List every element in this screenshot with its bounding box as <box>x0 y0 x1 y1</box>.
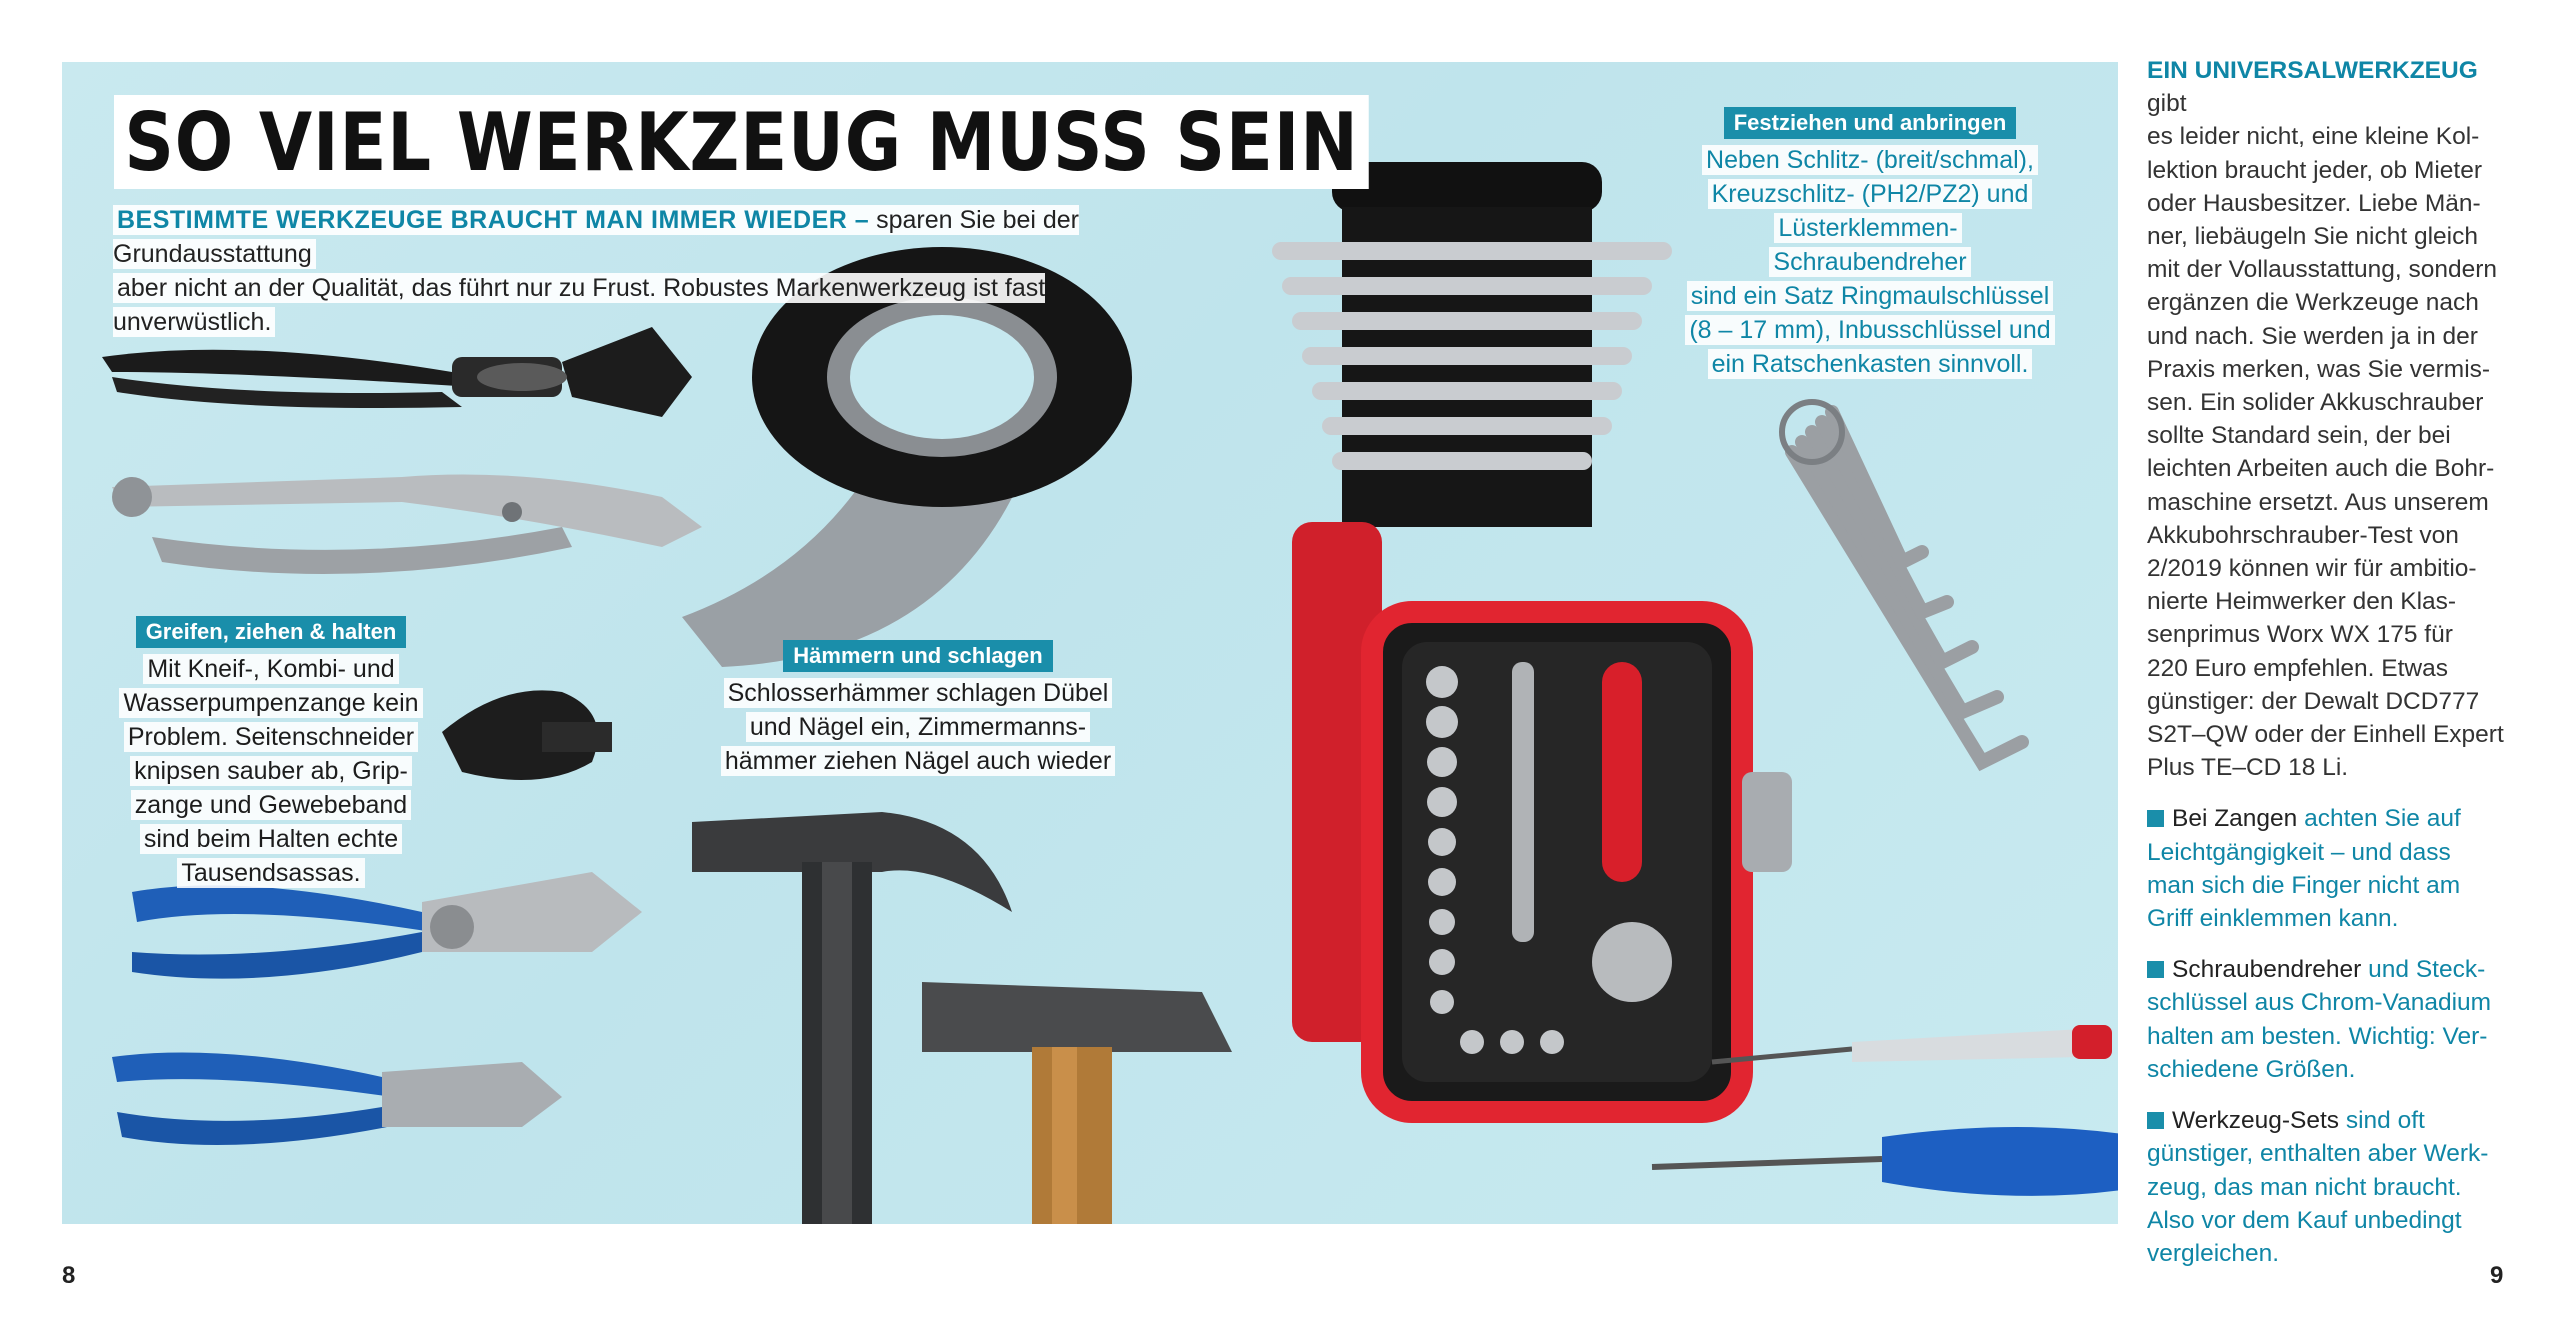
bullet-key: Schraubendreher <box>2172 956 2362 984</box>
club-hammer-illustration <box>912 962 1242 1224</box>
sidebar-line: oder Hausbesitzer. Liebe Män- <box>2147 189 2481 217</box>
box-festziehen-line: (8 – 17 mm), Inbusschlüssel und <box>1685 315 2054 345</box>
sidebar-line: S2T–QW oder der Einhell Expert <box>2147 721 2504 749</box>
sidebar-line: Plus TE–CD 18 Li. <box>2147 754 2349 782</box>
sidebar-line: senprimus Worx WX 175 für <box>2147 621 2453 649</box>
sidebar-line: und nach. Sie werden ja in der <box>2147 322 2478 350</box>
box-festziehen <box>1680 105 2060 381</box>
box-festziehen-line: sind ein Satz Ringmaulschlüssel <box>1687 281 2054 311</box>
sidebar-line: 2/2019 können wir für ambitio- <box>2147 555 2477 583</box>
sidebar-line: sen. Ein solider Akkuschrauber <box>2147 389 2484 417</box>
end-cutter-illustration <box>422 662 622 802</box>
sidebar-text <box>2147 54 2517 1288</box>
box-greifen-line: zange und Gewebeband <box>131 790 411 820</box>
sidebar-line: Praxis merken, was Sie vermis- <box>2147 355 2491 383</box>
voltage-tester-illustration <box>1702 1017 2118 1077</box>
lead-line-2: aber nicht an der Qualität, das führt nur zu Frust. Robustes Markenwerkzeug ist fast unverwüstlich. <box>113 274 1046 336</box>
box-greifen-line: Problem. Seitenschneider <box>124 722 418 752</box>
screwdriver-illustration <box>1642 1107 2118 1217</box>
sidebar-line: nierte Heimwerker den Klas- <box>2147 588 2457 616</box>
box-greifen-line: knipsen sauber ab, Grip- <box>130 756 412 786</box>
box-haemmern-title: Hämmern und schlagen <box>783 640 1052 672</box>
bullet-line: schlüssel aus Chrom-Vanadium <box>2147 989 2492 1017</box>
bullet-square-icon <box>2147 810 2164 827</box>
box-festziehen-line: Kreuzschlitz- (PH2/PZ2) und <box>1708 179 2033 209</box>
bullet-square-icon <box>2147 961 2164 978</box>
sidebar-line: gibt <box>2147 90 2187 118</box>
sidebar-line: es leider nicht, eine kleine Kol- <box>2147 123 2480 151</box>
sidebar-line: günstiger: der Dewalt DCD777 <box>2147 687 2480 715</box>
box-greifen-line: Wasserpumpenzange kein <box>119 688 422 718</box>
bullet-line: Griff einklemmen kann. <box>2147 905 2399 933</box>
sidebar-line: Akkubohrschrauber-Test von <box>2147 521 2459 549</box>
sidebar-line: sollte Standard sein, der bei <box>2147 422 2451 450</box>
diagonal-cutters-illustration <box>102 1012 602 1162</box>
bullet-line: günstiger, enthalten aber Werk- <box>2147 1140 2489 1168</box>
sidebar-line: 220 Euro empfehlen. Etwas <box>2147 654 2448 682</box>
box-festziehen-line: Lüsterklemmen-Schraubendreher <box>1769 213 1970 277</box>
box-greifen-line: Mit Kneif-, Kombi- und <box>143 654 398 684</box>
box-festziehen-line: ein Ratschenkasten sinnvoll. <box>1708 349 2033 379</box>
bullet-key: Bei Zangen <box>2172 805 2298 833</box>
bullet-key: Werkzeug-Sets <box>2172 1107 2340 1135</box>
bullet-line: vergleichen. <box>2147 1239 2280 1267</box>
bullet-line: Also vor dem Kauf unbedingt <box>2147 1206 2462 1234</box>
bullet-square-icon <box>2147 1112 2164 1129</box>
bullet-line: Leichtgängigkeit – und dass <box>2147 838 2451 866</box>
page-number-right: 9 <box>2490 1262 2504 1289</box>
bullet-line: halten am besten. Wichtig: Ver- <box>2147 1022 2488 1050</box>
sidebar-line: leichten Arbeiten auch die Bohr- <box>2147 455 2495 483</box>
bullet-line: zeug, das man nicht braucht. <box>2147 1173 2462 1201</box>
box-greifen <box>116 614 426 890</box>
bullet-line: sind oft <box>2339 1107 2425 1135</box>
bullet-line: schiedene Größen. <box>2147 1055 2356 1083</box>
sidebar-line: ner, liebäugeln Sie nicht gleich <box>2147 223 2478 251</box>
box-haemmern-line: und Nägel ein, Zimmermanns- <box>746 712 1090 742</box>
box-greifen-title: Greifen, ziehen & halten <box>136 616 407 648</box>
sidebar-intro-highlight: EIN UNIVERSALWERKZEUG <box>2147 57 2478 84</box>
sidebar-bullet-sets <box>2147 1104 2517 1270</box>
sidebar-line: lektion braucht jeder, ob Mieter <box>2147 156 2483 184</box>
page-number-left: 8 <box>62 1262 76 1289</box>
box-haemmern <box>708 638 1128 778</box>
sidebar-line: mit der Vollausstattung, sondern <box>2147 256 2498 284</box>
locking-pliers-illustration <box>102 457 722 597</box>
box-haemmern-line: Schlosserhämmer schlagen Dübel <box>724 678 1113 708</box>
lead-paragraph <box>113 203 1213 339</box>
lead-highlight: BESTIMMTE WERKZEUGE BRAUCHT MAN IMMER WIEDER – <box>117 206 870 234</box>
wrench-set-illustration <box>1232 152 1682 552</box>
bullet-line: achten Sie auf <box>2297 805 2461 833</box>
box-festziehen-title: Festziehen und anbringen <box>1724 107 2017 139</box>
box-festziehen-line: Neben Schlitz- (breit/schmal), <box>1702 145 2038 175</box>
sidebar-bullet-schraubendreher <box>2147 953 2517 1086</box>
sidebar-intro <box>2147 54 2517 784</box>
sidebar-bullet-zangen <box>2147 802 2517 935</box>
sidebar-line: maschine ersetzt. Aus unserem <box>2147 488 2489 516</box>
bullet-line: und Steck- <box>2361 956 2486 984</box>
page-headline: SO VIEL WERKZEUG MUSS SEIN <box>114 95 1369 189</box>
box-haemmern-line: hämmer ziehen Nägel auch wieder <box>721 746 1115 776</box>
bullet-line: man sich die Finger nicht am <box>2147 871 2461 899</box>
sidebar-line: ergänzen die Werkzeuge nach <box>2147 289 2479 317</box>
lead-line-1: sparen Sie bei der Grundausstattung <box>113 206 1080 268</box>
box-greifen-line: sind beim Halten echte <box>140 824 402 854</box>
box-greifen-line: Tausendsassas. <box>177 858 364 888</box>
